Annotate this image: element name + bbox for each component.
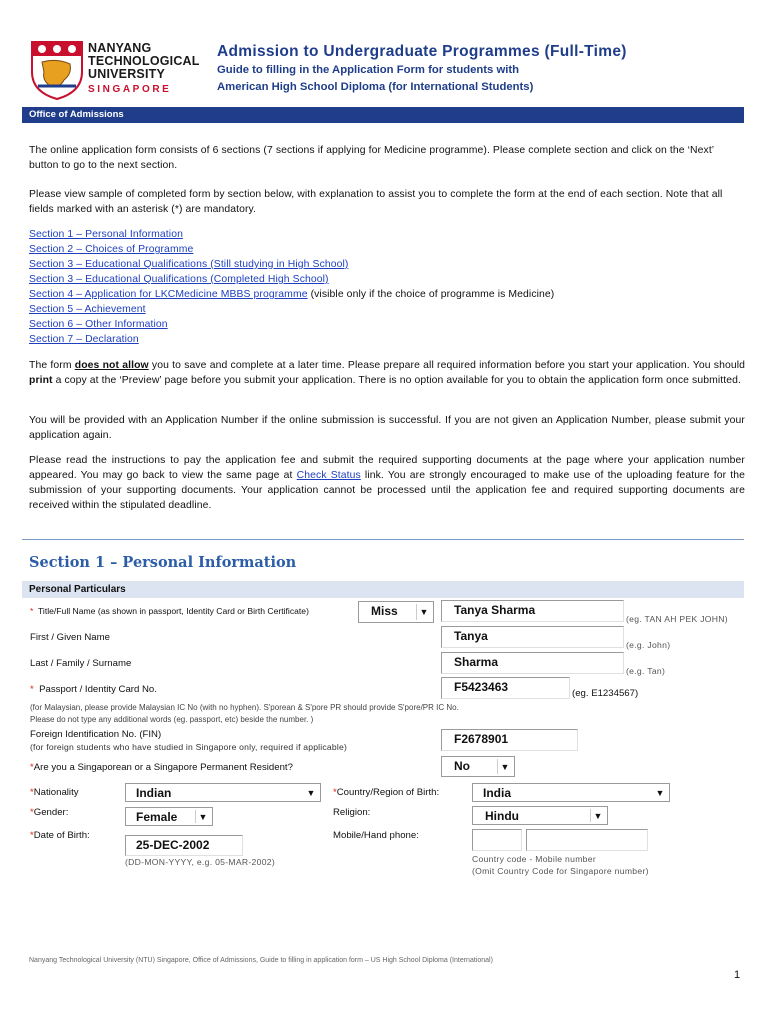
ntu-crest-icon	[30, 40, 84, 100]
last-name-input[interactable]	[441, 652, 624, 674]
first-name-label: First / Given Name	[30, 632, 110, 643]
birth-country-select[interactable]	[472, 783, 670, 802]
last-name-hint: (e.g. Tan)	[626, 666, 666, 676]
office-bar	[22, 107, 744, 123]
link-section-3-studying[interactable]: Section 3 – Educational Qualifications (Still studying in High School)	[29, 259, 349, 270]
intro-paragraph-5	[29, 453, 745, 513]
section-1-heading: Section 1 – Personal Information	[29, 554, 297, 571]
mobile-number-input[interactable]	[526, 829, 648, 851]
divider	[22, 539, 744, 540]
p5-text-a: Please read the instructions to pay the application fee and submit the required supporting documents at the page where your application number appeared. You may go back to view the same page at	[29, 455, 745, 481]
link-section-1[interactable]: Section 1 – Personal Information	[29, 229, 183, 240]
p3-text-e: a copy at the ‘Preview’ page before you submit your application. There is no option available for you to obtain the application form once submitted.	[52, 375, 741, 386]
fin-value: F2678901	[454, 732, 509, 746]
link-section-7[interactable]: Section 7 – Declaration	[29, 334, 139, 345]
p5-text-b: link. You are strongly encouraged to make use of the uploading feature for the submission of your supporting documents. Your application cannot be processed until the application fee and required supporting documents are received within the stipulated deadline.	[29, 470, 745, 511]
chevron-down-icon: ▼	[497, 759, 512, 774]
link-section-3-completed[interactable]: Section 3 – Educational Qualifications (Completed High School)	[29, 274, 329, 285]
title-fullname-label: * Title/Full Name (as shown in passport, Identity Card or Birth Certificate)	[30, 606, 309, 616]
p3-print: print	[29, 375, 53, 386]
gender-label: *Gender:	[30, 807, 69, 818]
mobile-hint-2: (Omit Country Code for Singapore number)	[472, 866, 649, 876]
mobile-country-code-input[interactable]	[472, 829, 522, 851]
chevron-down-icon: ▼	[306, 788, 316, 798]
gender-value: Female	[136, 810, 178, 824]
nationality-select[interactable]	[125, 783, 321, 802]
nationality-label-text: Nationality	[33, 787, 79, 798]
first-name-input[interactable]	[441, 626, 624, 648]
office-bar-label: Office of Admissions	[29, 109, 124, 120]
birth-country-value: India	[483, 786, 512, 800]
intro-paragraph-3	[29, 358, 745, 388]
page-subtitle-1: Guide to filling in the Application Form for students with	[217, 64, 520, 76]
page-number: 1	[734, 969, 741, 981]
dob-label-text: Date of Birth:	[33, 830, 90, 841]
birth-country-label-text: Country/Region of Birth:	[336, 787, 440, 798]
passport-input[interactable]	[441, 677, 570, 699]
dob-value: 25-DEC-2002	[136, 838, 210, 852]
dob-label: *Date of Birth:	[30, 830, 90, 841]
logo-line-3: UNIVERSITY	[88, 67, 166, 81]
passport-label-text: Passport / Identity Card No.	[39, 684, 157, 695]
p3-text-a: The form	[29, 360, 75, 371]
fin-input[interactable]	[441, 729, 578, 751]
nationality-value: Indian	[136, 786, 172, 800]
link-section-4[interactable]: Section 4 – Application for LKCMedicine MBBS programme	[29, 289, 308, 300]
section-link-list	[29, 227, 745, 347]
sg-pr-select[interactable]	[441, 756, 515, 777]
chevron-down-icon: ▼	[195, 810, 210, 823]
ntu-logo	[30, 40, 210, 102]
passport-label: * Passport / Identity Card No.	[30, 684, 157, 695]
birth-country-label: *Country/Region of Birth:	[333, 787, 440, 798]
fullname-hint: (eg. TAN AH PEK JOHN)	[626, 614, 728, 624]
logo-line-2: TECHNOLOGICAL	[88, 54, 200, 68]
last-name-label: Last / Family / Surname	[30, 658, 132, 669]
fullname-input[interactable]	[441, 600, 624, 622]
dob-input[interactable]	[125, 835, 243, 856]
intro-paragraph-4: You will be provided with an Application Number if the online submission is successful. If you are not given an Application Number, please submit your application again.	[29, 415, 745, 441]
last-name-value: Sharma	[454, 655, 499, 669]
passport-value: F5423463	[454, 680, 509, 694]
personal-particulars-label: Personal Particulars	[29, 584, 126, 595]
link-section-2[interactable]: Section 2 – Choices of Programme	[29, 244, 194, 255]
religion-label: Religion:	[333, 807, 371, 818]
p3-emphasis: does not allow	[74, 360, 149, 371]
intro-paragraph-2: Please view sample of completed form by section below, with explanation to assist you to complete the form at the end of each section. Note that all fields marked with an asterisk (*) are mandatory.	[29, 189, 723, 215]
religion-value: Hindu	[485, 809, 519, 823]
sg-pr-label-text: Are you a Singaporean or a Singapore Permanent Resident?	[33, 762, 293, 773]
logo-line-4: SINGAPORE	[88, 84, 172, 95]
mobile-hint-1: Country code - Mobile number	[472, 854, 596, 864]
title-select-value: Miss	[371, 604, 398, 618]
sg-pr-value: No	[454, 759, 470, 773]
page-subtitle-2: American High School Diploma (for International Students)	[217, 81, 534, 93]
page-title: Admission to Undergraduate Programmes (Full-Time)	[217, 43, 627, 60]
passport-hint: (eg. E1234567)	[572, 688, 639, 699]
intro-paragraph-1: The online application form consists of 6 sections (7 sections if applying for Medicine programme). Please complete section and click on the ‘Next’ button to go to the next section.	[29, 145, 714, 171]
link-section-6[interactable]: Section 6 – Other Information	[29, 319, 168, 330]
first-name-value: Tanya	[454, 629, 488, 643]
fullname-value: Tanya Sharma	[454, 603, 536, 617]
passport-note-1: (for Malaysian, please provide Malaysian IC No (with no hyphen). S'porean & S'pore PR should provide S'pore/PR IC No.	[30, 703, 459, 712]
title-fullname-text: Title/Full Name (as shown in passport, Identity Card or Birth Certificate)	[37, 606, 309, 616]
check-status-link[interactable]: Check Status	[296, 470, 361, 481]
dob-hint: (DD-MON-YYYY, e.g. 05-MAR-2002)	[125, 857, 276, 867]
gender-select[interactable]	[125, 807, 213, 826]
fin-note: (for foreign students who have studied in Singapore only, required if applicable)	[30, 742, 348, 752]
sg-pr-label: *Are you a Singaporean or a Singapore Permanent Resident?	[30, 762, 293, 773]
footer-text: Nanyang Technological University (NTU) Singapore, Office of Admissions, Guide to filling in application form – US High School Diploma (International)	[29, 957, 493, 964]
link-section-4-note: (visible only if the choice of programme is Medicine)	[307, 289, 555, 300]
p3-text-c: you to save and complete at a later time. Please prepare all required information before you start your application. You should	[148, 360, 746, 371]
first-name-hint: (e.g. John)	[626, 640, 671, 650]
chevron-down-icon: ▼	[416, 604, 431, 620]
religion-select[interactable]	[472, 806, 608, 825]
gender-label-text: Gender:	[33, 807, 69, 818]
personal-particulars-bar	[22, 581, 744, 598]
chevron-down-icon: ▼	[655, 788, 665, 798]
logo-line-1: NANYANG	[88, 41, 152, 55]
mobile-label: Mobile/Hand phone:	[333, 830, 419, 841]
chevron-down-icon: ▼	[590, 809, 605, 822]
fin-label: Foreign Identification No. (FIN)	[30, 729, 162, 740]
nationality-label: *Nationality	[30, 787, 79, 798]
passport-note-2: Please do not type any additional words (eg. passport, etc) beside the number. )	[30, 715, 314, 724]
title-select[interactable]	[358, 601, 434, 623]
link-section-5[interactable]: Section 5 – Achievement	[29, 304, 146, 315]
